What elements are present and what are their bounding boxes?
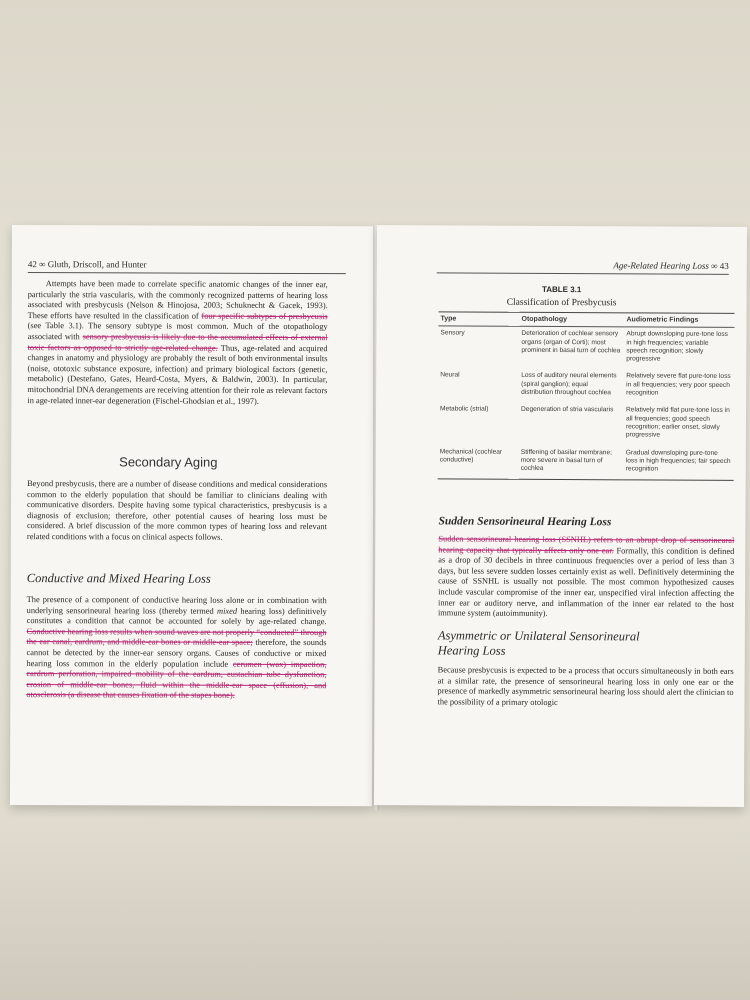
para3-text-c: therefore, the sounds cannot be detected by the inner-ear sensory organs. Causes of conductive or mixed hearing loss common in the elderly population include [26, 638, 327, 669]
para1-text-b: (see Table 3.1). The sensory subtype is most common. Much of the otopathology associated with [27, 321, 328, 342]
para1-text-a: Attempts have been made to correlate specific anatomic changes of the inner ear, particularly the stria vascularis, with the commonly recognized patterns of hearing loss associated with presbycusis (Nelson & Hinojosa, 2003; Schuknecht & Gacek, 1993). These efforts have resulted in the classification of [27, 279, 328, 321]
cell-otopathology: Deterioration of cochlear sensory organs (organ of Corti); most prominent in basal turn of cochlea [521, 330, 621, 355]
cell-type: Mechanical (cochlear conductive) [439, 447, 503, 464]
para1-text-c: Thus, age-related and acquired changes in anatomy and physiology are probably the result of both environmental insults (noise, ototoxic substance exposure, infection) and primary biological factors (genetic, metabolic) (Destefano, Gates, Heard-Costa, Myers, & Baldwin, 2003). In particular, mitochondrial DNA derangements are receiving attention for their role as relevant factors in age-related inner-ear degeneration (Fischel-Ghodsian et al., 1997). [27, 343, 328, 406]
para3-text-a: The presence of a component of conductive hearing loss alone or in combination with underlying sensorineural hearing loss (thereby termed [26, 595, 327, 616]
left-running-head-text: Gluth, Driscoll, and Hunter [47, 259, 147, 270]
para1-highlight-1: four specific subtypes of presbycusis [201, 311, 328, 321]
para4-highlight-1: Sudden sensorineural hearing loss (SSNHL) refers to an abrupt drop of sensorineural hearing capacity that typically affects only one ear. [438, 534, 735, 555]
left-paragraph-1 [27, 279, 327, 407]
table-row [438, 369, 734, 404]
para3-mixed-term: mixed [217, 606, 238, 616]
ornament-icon: ∞ [39, 259, 48, 270]
open-book [12, 225, 748, 815]
right-running-head-text: Age-Related Hearing Loss [613, 260, 709, 271]
cell-otopathology: Loss of auditory neural elements (spiral ganglion); equal distribution throughout cochlea [521, 372, 617, 397]
cell-audiometric: Abrupt downsloping pure-tone loss in high frequencies; variable speech recognition; slowly progressive [626, 330, 729, 363]
para4-text-a: Formally, this condition is defined as a drop of 30 decibels in three continuous frequencies over a period of less than 3 days, but less severe sudden losses certainly exist as well. Definitively determining the cause of SSNHL is usually not possible. The most common hypothesized causes include vascular compromise of the inner ear, unspecified viral infection affecting the inner ear or auditory nerve, and inflammation of the inner ear related to the host immune system (autoimmunity). [437, 545, 735, 619]
header-otopathology: Otopathology [519, 312, 624, 327]
table-row [438, 445, 734, 481]
subheading-asymmetric: Asymmetric or Unilateral Sensorineural Hearing Loss [437, 628, 640, 658]
left-page-number: 42 [27, 259, 37, 270]
cell-otopathology: Degeneration of stria vascularis [521, 406, 614, 414]
left-running-head [28, 259, 346, 274]
table-title [377, 284, 747, 309]
table-row [438, 403, 734, 447]
table-shadow [0, 830, 750, 1000]
right-paragraph-1 [438, 534, 734, 620]
para3-highlight-1: Conductive hearing loss results when sound waves are not properly “conducted” through the ear canal, eardrum, and middle-ear bones or middle-ear space; [26, 626, 327, 648]
cell-type: Metabolic (strial) [440, 405, 489, 414]
para1-highlight-2: sensory presbycusis is likely due to the accumulated effects of external toxic factors as opposed to strictly age-related change. [27, 332, 328, 353]
presbycusis-table [438, 311, 735, 481]
left-page [10, 225, 374, 806]
header-audiometric: Audiometric Findings [624, 313, 734, 328]
subheading-conductive: Conductive and Mixed Hearing Loss [26, 571, 211, 586]
right-paragraph-2: Because presbycusis is expected to be a process that occurs simultaneously in both ears at a similar rate, the presence of sensorineural hearing loss in only one ear or the presence of markedly asymmetric sensorineural hearing loss should alert the clinician to the possibility of a primary otologic [437, 665, 734, 707]
cell-audiometric: Gradual downsloping pure-tone loss in high frequencies; fair speech recognition [625, 448, 731, 473]
right-running-head [437, 259, 729, 274]
para3-text-b: hearing loss) definitively constitutes a condition that cannot be accounted for solely by age-related change. [26, 606, 327, 627]
ornament-icon: ∞ [711, 260, 720, 271]
section-heading-secondary-aging: Secondary Aging [119, 454, 218, 470]
cell-type: Neural [440, 371, 460, 379]
table-row [438, 326, 734, 370]
right-page [374, 225, 747, 807]
cell-otopathology: Stiffening of basilar membrane; more severe in basal turn of cochlea [520, 448, 612, 473]
right-page-number: 43 [719, 260, 729, 271]
left-paragraph-3 [26, 595, 326, 702]
para3-highlight-2: cerumen (wax) impaction, eardrum perforation, impaired mobility of the eardrum, eustachian tube dysfunction, erosion of middle-ear bones, fluid within the middle-ear space (effusion), and otosclerosis (a disease that causes fixation of the stapes bone). [26, 659, 327, 701]
table-caption: Classification of Presbycusis [506, 297, 617, 308]
cell-audiometric: Relatively mild flat pure-tone loss in all frequencies; good speech recognition; earlier onset, slowly progressive [625, 406, 730, 439]
table-number: TABLE 3.1 [541, 284, 582, 295]
header-type: Type [438, 312, 519, 327]
cell-type: Sensory [440, 329, 465, 337]
left-paragraph-2: Beyond presbycusis, there are a number of disease conditions and medical considerations common to the elderly population that should be familiar to clinicians dealing with communicative disorders. Despite having some typical characteristics, presbycusis is a diagnosis of exclusion; therefore, other potential causes of hearing loss must be considered. A brief discussion of the more common types of hearing loss and relevant related conditions with a focus on clinical aspects follows. [26, 479, 328, 542]
table-header-row [438, 312, 734, 328]
subheading-sudden-snhl: Sudden Sensorineural Hearing Loss [438, 515, 612, 529]
cell-audiometric: Relatively severe flat pure-tone loss in all frequencies; very poor speech recognition [626, 372, 731, 397]
